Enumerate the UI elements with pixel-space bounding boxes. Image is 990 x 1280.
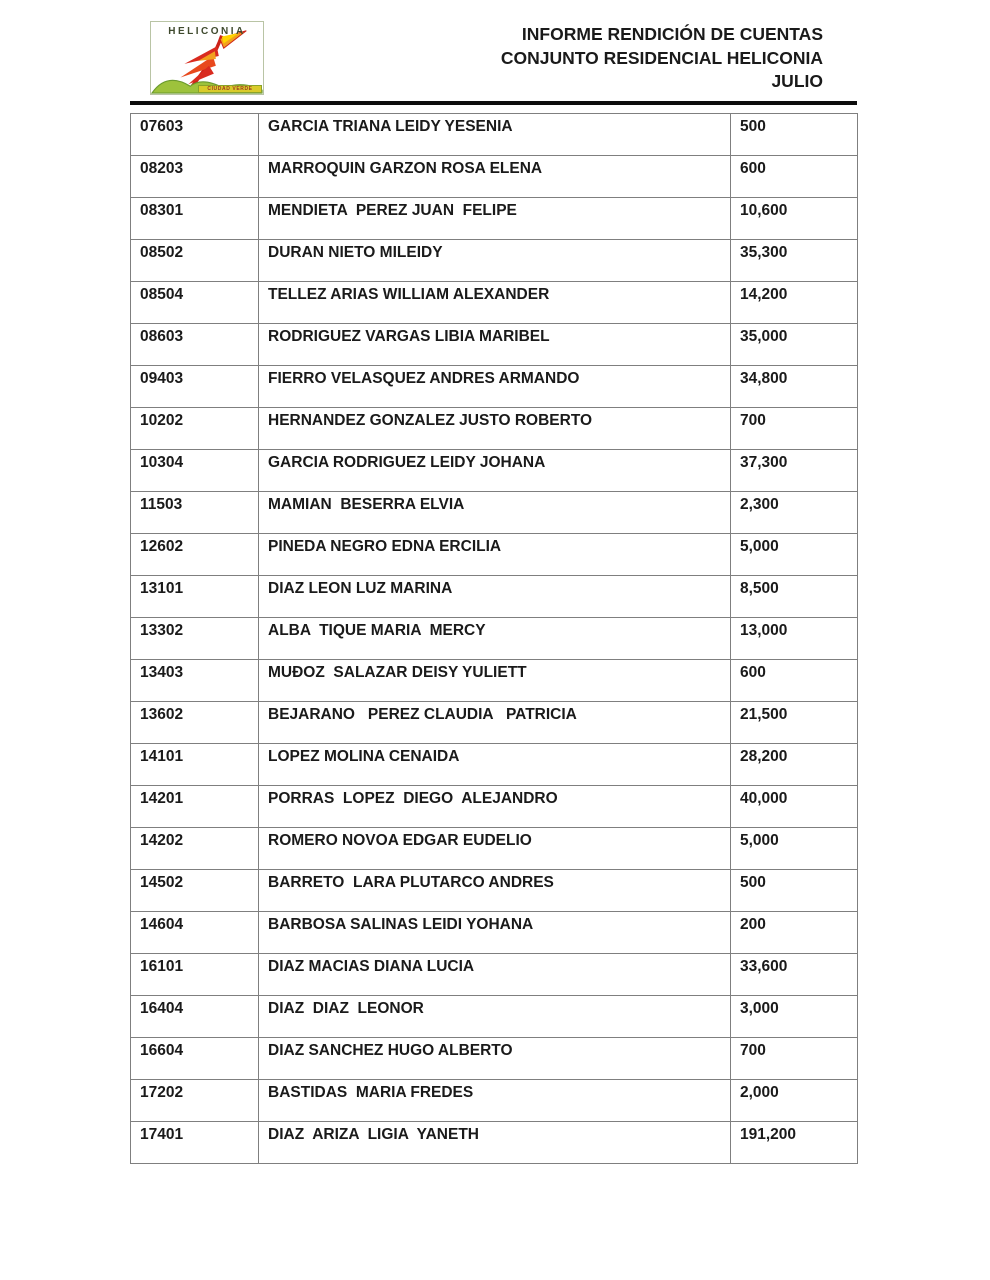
logo-tagline: CIUDAD VERDE [198, 85, 262, 93]
document-title [300, 23, 823, 94]
amount-cell: 33,600 [731, 954, 858, 996]
table-row [131, 1038, 858, 1080]
logo-title: HELICONIA [168, 26, 246, 37]
unit-code-cell: 13403 [131, 660, 259, 702]
unit-code-cell: 14202 [131, 828, 259, 870]
resident-name-cell: GARCIA TRIANA LEIDY YESENIA [259, 114, 731, 156]
table-row [131, 1122, 858, 1164]
amount-cell: 700 [731, 408, 858, 450]
resident-name-cell: DURAN NIETO MILEIDY [259, 240, 731, 282]
table-row [131, 912, 858, 954]
table-row [131, 702, 858, 744]
table-row [131, 198, 858, 240]
table-row [131, 744, 858, 786]
unit-code-cell: 16101 [131, 954, 259, 996]
amount-cell: 600 [731, 660, 858, 702]
amount-cell: 700 [731, 1038, 858, 1080]
amount-cell: 5,000 [731, 828, 858, 870]
amount-cell: 21,500 [731, 702, 858, 744]
amount-cell: 13,000 [731, 618, 858, 660]
unit-code-cell: 14502 [131, 870, 259, 912]
table-row [131, 114, 858, 156]
unit-code-cell: 08301 [131, 198, 259, 240]
title-line-report: INFORME RENDICIÓN DE CUENTAS [521, 24, 823, 44]
amount-cell: 500 [731, 870, 858, 912]
unit-code-cell: 08203 [131, 156, 259, 198]
amount-cell: 34,800 [731, 366, 858, 408]
amount-cell: 8,500 [731, 576, 858, 618]
resident-name-cell: GARCIA RODRIGUEZ LEIDY JOHANA [259, 450, 731, 492]
resident-name-cell: MARROQUIN GARZON ROSA ELENA [259, 156, 731, 198]
resident-name-cell: MUĐOZ SALAZAR DEISY YULIETT [259, 660, 731, 702]
resident-name-cell: HERNANDEZ GONZALEZ JUSTO ROBERTO [259, 408, 731, 450]
resident-name-cell: BARBOSA SALINAS LEIDI YOHANA [259, 912, 731, 954]
amount-cell: 35,300 [731, 240, 858, 282]
unit-code-cell: 14101 [131, 744, 259, 786]
resident-name-cell: DIAZ SANCHEZ HUGO ALBERTO [259, 1038, 731, 1080]
amount-cell: 3,000 [731, 996, 858, 1038]
accounts-table [130, 113, 858, 1164]
table-row [131, 996, 858, 1038]
unit-code-cell: 09403 [131, 366, 259, 408]
table-row [131, 786, 858, 828]
unit-code-cell: 11503 [131, 492, 259, 534]
table-row [131, 618, 858, 660]
unit-code-cell: 08502 [131, 240, 259, 282]
resident-name-cell: FIERRO VELASQUEZ ANDRES ARMANDO [259, 366, 731, 408]
unit-code-cell: 16604 [131, 1038, 259, 1080]
resident-name-cell: ROMERO NOVOA EDGAR EUDELIO [259, 828, 731, 870]
unit-code-cell: 17401 [131, 1122, 259, 1164]
amount-cell: 191,200 [731, 1122, 858, 1164]
heliconia-logo [150, 21, 264, 95]
table-row [131, 240, 858, 282]
table-row [131, 534, 858, 576]
amount-cell: 5,000 [731, 534, 858, 576]
resident-name-cell: MENDIETA PEREZ JUAN FELIPE [259, 198, 731, 240]
resident-name-cell: TELLEZ ARIAS WILLIAM ALEXANDER [259, 282, 731, 324]
resident-name-cell: LOPEZ MOLINA CENAIDA [259, 744, 731, 786]
resident-name-cell: MAMIAN BESERRA ELVIA [259, 492, 731, 534]
unit-code-cell: 07603 [131, 114, 259, 156]
unit-code-cell: 14604 [131, 912, 259, 954]
unit-code-cell: 13101 [131, 576, 259, 618]
amount-cell: 37,300 [731, 450, 858, 492]
resident-name-cell: DIAZ MACIAS DIANA LUCIA [259, 954, 731, 996]
header-rule [130, 101, 857, 105]
amount-cell: 40,000 [731, 786, 858, 828]
resident-name-cell: BEJARANO PEREZ CLAUDIA PATRICIA [259, 702, 731, 744]
table-row [131, 828, 858, 870]
table-row [131, 576, 858, 618]
unit-code-cell: 10202 [131, 408, 259, 450]
table-row [131, 450, 858, 492]
resident-name-cell: DIAZ LEON LUZ MARINA [259, 576, 731, 618]
amount-cell: 200 [731, 912, 858, 954]
amount-cell: 500 [731, 114, 858, 156]
unit-code-cell: 08603 [131, 324, 259, 366]
unit-code-cell: 17202 [131, 1080, 259, 1122]
table-row [131, 156, 858, 198]
amount-cell: 14,200 [731, 282, 858, 324]
resident-name-cell: PINEDA NEGRO EDNA ERCILIA [259, 534, 731, 576]
amount-cell: 35,000 [731, 324, 858, 366]
unit-code-cell: 13302 [131, 618, 259, 660]
resident-name-cell: PORRAS LOPEZ DIEGO ALEJANDRO [259, 786, 731, 828]
amount-cell: 600 [731, 156, 858, 198]
amount-cell: 10,600 [731, 198, 858, 240]
table-row [131, 870, 858, 912]
unit-code-cell: 12602 [131, 534, 259, 576]
title-line-entity: CONJUNTO RESIDENCIAL HELICONIA [500, 47, 823, 68]
title-line-month: JULIO [771, 71, 823, 91]
resident-name-cell: DIAZ DIAZ LEONOR [259, 996, 731, 1038]
resident-name-cell: RODRIGUEZ VARGAS LIBIA MARIBEL [259, 324, 731, 366]
amount-cell: 28,200 [731, 744, 858, 786]
resident-name-cell: BARRETO LARA PLUTARCO ANDRES [259, 870, 731, 912]
unit-code-cell: 08504 [131, 282, 259, 324]
table-row [131, 408, 858, 450]
table-row [131, 660, 858, 702]
unit-code-cell: 13602 [131, 702, 259, 744]
table-row [131, 324, 858, 366]
table-row [131, 954, 858, 996]
amount-cell: 2,300 [731, 492, 858, 534]
table-row [131, 492, 858, 534]
unit-code-cell: 10304 [131, 450, 259, 492]
resident-name-cell: ALBA TIQUE MARIA MERCY [259, 618, 731, 660]
unit-code-cell: 16404 [131, 996, 259, 1038]
resident-name-cell: DIAZ ARIZA LIGIA YANETH [259, 1122, 731, 1164]
unit-code-cell: 14201 [131, 786, 259, 828]
resident-name-cell: BASTIDAS MARIA FREDES [259, 1080, 731, 1122]
table-row [131, 1080, 858, 1122]
table-row [131, 282, 858, 324]
table-row [131, 366, 858, 408]
amount-cell: 2,000 [731, 1080, 858, 1122]
